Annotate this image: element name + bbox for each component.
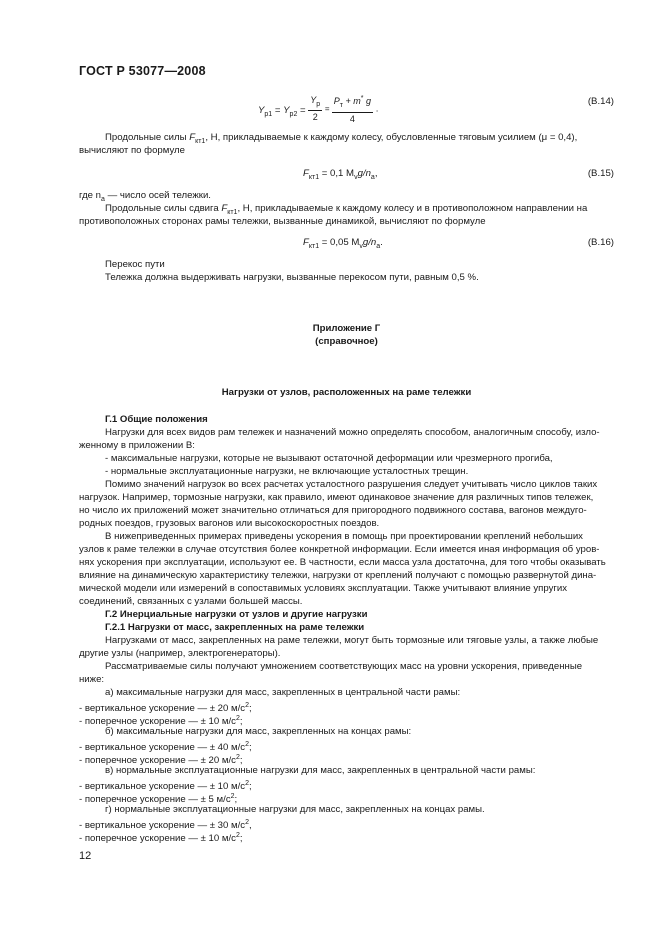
list-item: - поперечное ускорение — ± 20 $м/с^2$; xyxy=(79,754,243,767)
list-item: г) нормальные эксплуатационные нагрузки для масс, закрепленных на концах рамы. xyxy=(105,804,485,815)
paragraph-fatigue-line3: но число их приложений может значительно отличаться для пригородного подвижного состава, вагонов междуго- xyxy=(79,505,587,516)
section-g1-heading: Г.1 Общие положения xyxy=(105,414,208,425)
list-item: - поперечное ускорение — ± 5 $м/с^2$; xyxy=(79,793,238,806)
list-item: а) максимальные нагрузки для масс, закрепленных в центральной части рамы: xyxy=(105,687,461,698)
section-g1-intro-line2: женному в приложении В: xyxy=(79,440,195,451)
list-item: - поперечное ускорение — ± 10 $м/с^2$; xyxy=(79,715,243,728)
section-g1-intro: Нагрузки для всех видов рам тележек и назначений можно определять способом, аналогичным способу, изло- xyxy=(105,427,600,438)
paragraph-forces-line2: ниже: xyxy=(79,674,105,685)
equation-b14: $Y_{р1} = Y_{р2}$ = $\frac{Y_р}{2}$ = $\frac{P_т + m^* g}{4}$ . xyxy=(258,92,378,126)
equation-b16: $F_{кт1} = 0,05$ $M_vg/n_a$. xyxy=(303,237,383,250)
paragraph-examples-line3: нях ускорения при эксплуатации, используют ее. В частности, если масса узла достаточна, для того чтобы оказывать xyxy=(79,557,606,568)
list-item: в) нормальные эксплуатационные нагрузки для масс, закрепленных в центральной части рамы: xyxy=(105,765,536,776)
section-g21-heading: Г.2.1 Нагрузки от масс, закрепленных на раме тележки xyxy=(105,622,365,633)
appendix-title: Приложение Г xyxy=(312,323,381,334)
paragraph-fatigue-line1: Помимо значений нагрузок во всех расчетах усталостного разрушения следует учитывать число циклов таких xyxy=(105,479,598,490)
paragraph-masses-line2: другие узлы (например, электрогенераторы). xyxy=(79,648,281,659)
list-item: - вертикальное ускорение — ± 10 $м/с^2$; xyxy=(79,780,252,793)
paragraph-masses-line1: Нагрузками от масс, закрепленных на раме тележки, могут быть тормозные или тяговые узлы, а также любые xyxy=(105,635,599,646)
paragraph-examples-line1: В нижеприведенных примерах приведены ускорения в помощь при проектировании креплений небольших xyxy=(105,531,583,542)
document-header: ГОСТ Р 53077—2008 xyxy=(79,64,206,78)
track-twist-label: Перекос пути xyxy=(105,259,165,270)
appendix-heading: Нагрузки от узлов, расположенных на раме тележки xyxy=(221,387,472,398)
section-g2-heading: Г.2 Инерциальные нагрузки от узлов и другие нагрузки xyxy=(105,609,368,620)
paragraph-shear-forces: Продольные силы сдвига $F_{кт1}$, Н, прикладываемые к каждому колесу и в противоположном направлении на xyxy=(105,203,588,216)
track-twist-text: Тележка должна выдерживать нагрузки, вызванные перекосом пути, равным 0,5 %. xyxy=(105,272,479,283)
paragraph-examples-line4: влияние на динамическую характеристику тележки, нагрузки от креплений получают с помощью развернутой дина- xyxy=(79,570,597,581)
paragraph-shear-forces-line2: противоположных сторонах рамы тележки, вызванные динамикой, вычисляют по формуле xyxy=(79,216,486,227)
list-item: б) максимальные нагрузки для масс, закрепленных на концах рамы: xyxy=(105,726,412,737)
equation-number-b14: (B.14) xyxy=(587,96,614,107)
paragraph-longitudinal-forces-line2: вычисляют по формуле xyxy=(79,145,185,156)
paragraph-forces-line1: Рассматриваемые силы получают умножением соответствующих масс на уровни ускорения, приведенные xyxy=(105,661,583,672)
paragraph-fatigue-line2: нагрузок. Например, тормозные нагрузки, как правило, имеют одинаковое значение для различных типов тележек, xyxy=(79,492,594,503)
list-item: - нормальные эксплуатационные нагрузки, не включающие усталостных трещин. xyxy=(105,466,469,477)
list-item: - вертикальное ускорение — ± 40 $м/с^2$; xyxy=(79,741,252,754)
equation-b15: $F_{кт1} = 0,1$ $M_vg/n_a$, xyxy=(303,168,378,181)
equation-number-b15: (B.15) xyxy=(587,168,614,179)
paragraph-longitudinal-forces: Продольные силы $F_{кт1}$, Н, прикладываемые к каждому колесу, обусловленные тяговым усилием (μ = 0,4), xyxy=(105,132,578,145)
list-item: - вертикальное ускорение — ± 30 $м/с^2$, xyxy=(79,819,252,832)
paragraph-examples-line6: соединений, связанных с узлами большей массы. xyxy=(79,596,303,607)
paragraph-examples-line2: узлов к раме тележки в случае отсутствия более конкретной информации. Если имеется иная информация об уров- xyxy=(79,544,600,555)
appendix-subtitle: (справочное) xyxy=(315,336,378,347)
paragraph-fatigue-line4: родных поездов, грузовых вагонов или высокоскоростных поездов. xyxy=(79,518,380,529)
where-clause: где $n_a$ — число осей тележки. xyxy=(79,190,211,203)
list-item: - вертикальное ускорение — ± 20 $м/с^2$; xyxy=(79,702,252,715)
list-item: - поперечное ускорение — ± 10 $м/с^2$; xyxy=(79,832,243,845)
paragraph-examples-line5: мической модели или измерений в сопоставимых условиях эксплуатации. Также учитывают влияние упругих xyxy=(79,583,568,594)
list-item: - максимальные нагрузки, которые не вызывают остаточной деформации или чрезмерного прогиба, xyxy=(105,453,553,464)
page-number: 12 xyxy=(79,850,92,862)
equation-number-b16: (B.16) xyxy=(587,237,614,248)
